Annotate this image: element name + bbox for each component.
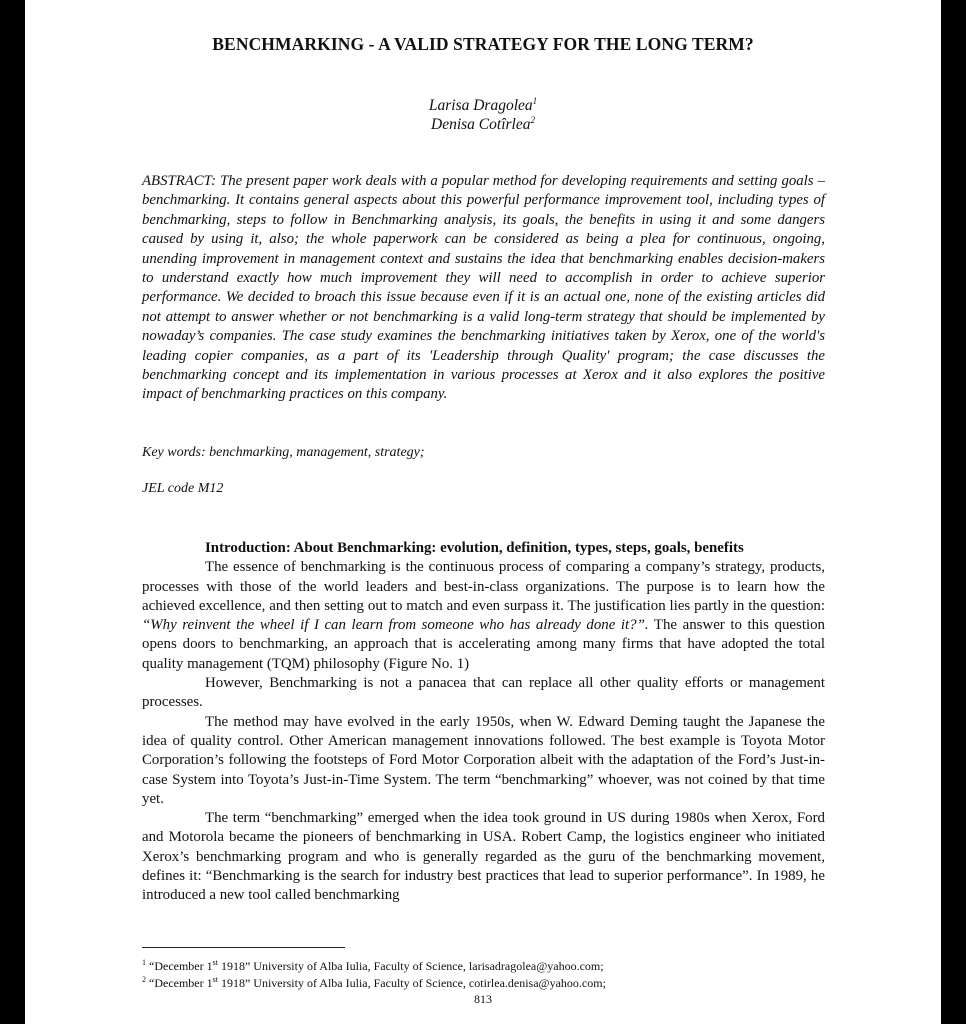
paper-title: BENCHMARKING - A VALID STRATEGY FOR THE LONG TERM? <box>212 34 754 54</box>
body-text <box>142 539 825 906</box>
author-1-name: Larisa Dragolea <box>428 97 533 115</box>
footnote-1 <box>142 958 825 974</box>
footnote-2-pre: “December 1 <box>149 976 213 990</box>
footnote-1-mark: 1 <box>142 958 146 967</box>
footnote-2-sup: st <box>212 975 218 984</box>
author-2-mark: 2 <box>530 115 535 125</box>
intro-heading: Introduction: About Benchmarking: evolution, definition, types, steps, goals, benefits <box>205 540 744 556</box>
paper-page <box>25 0 941 1024</box>
footnote-2 <box>142 975 825 991</box>
paragraph-1-part-b: The answer to this question opens doors to benchmarking, an approach that is accelerating among many firms that have adopted the total quality management (TQM) philosophy (Figure No. 1) <box>142 617 825 672</box>
author-2-name: Denisa Cotîrlea <box>431 116 531 134</box>
author-1 <box>25 96 941 115</box>
paragraph-1-quote: “Why reinvent the wheel if I can learn from someone who has already done it?”. <box>142 617 649 634</box>
paragraph-2: However, Benchmarking is not a panacea that can replace all other quality efforts or management processes. <box>142 675 825 711</box>
keywords: Key words: benchmarking, management, strategy; <box>142 445 425 460</box>
abstract: ABSTRACT: The present paper work deals with a popular method for developing requirements and setting goals – benchmarking. It contains general aspects about this powerful performance improvement tool, including types of benchmarking, steps to follow in Benchmarking analysis, its goals, the benefits in using it and some dangers caused by using it, also; the whole paperwork can be considered as being a plea for continuous, ongoing, unending improvement in management context and sustains the idea that benchmarking enables decision-makers to understand exactly how much improvement they will need to accomplish in order to achieve superior performance. We decided to broach this issue because even if it is an actual one, none of the existing articles did not attempt to answer whether or not benchmarking is a valid long-term strategy that should be implemented by nowaday’s companies. The case study examines the benchmarking initiatives taken by Xerox, one of the world's leading copier companies, as a part of its 'Leadership through Quality' program; the case discusses the benchmarking concept and its implementation in various processes at Xerox and it also explores the positive impact of benchmarking practices on this company. <box>142 173 825 403</box>
paragraph-3: The method may have evolved in the early 1950s, when W. Edward Deming taught the Japanese the idea of quality control. Other American management innovations followed. The best example is Toyota Motor Corporation’s following the footsteps of Ford Motor Corporation albeit with the adaptation of the Ford’s Just-in-case System into Toyota’s Just-in-Time System. The term “benchmarking” whoever, was not coined by that time yet. <box>142 713 825 807</box>
author-1-mark: 1 <box>532 96 538 106</box>
footnote-2-mark: 2 <box>142 975 146 984</box>
page-number: 813 <box>474 992 492 1006</box>
footnote-divider <box>142 947 345 948</box>
paragraph-1-part-a: The essence of benchmarking is the continuous process of comparing a company’s strategy, products, processes with those of the world leaders and best-in-class organizations. The purpose is to learn how the achieved excellence, and then setting out to match and even surpass it. The justification lies partly in the question: <box>142 559 825 614</box>
paragraph-1 <box>142 558 825 674</box>
footnote-1-post: 1918” University of Alba Iulia, Faculty of Science, larisadragolea@yahoo.com; <box>217 959 604 973</box>
author-2 <box>25 115 941 134</box>
footnote-2-post: 1918” University of Alba Iulia, Faculty of Science, cotirlea.denisa@yahoo.com; <box>217 976 606 990</box>
paragraph-4: The term “benchmarking” emerged when the idea took ground in US during 1980s when Xerox, Ford and Motorola became the pioneers of benchmarking in USA. Robert Camp, the logistics engineer who initiated Xerox’s benchmarking program and who is generally regarded as the guru of the benchmarking movement, defines it: “Benchmarking is the search for industry best practices that lead to superior performance”. In 1989, he introduced a new tool called benchmarking <box>142 810 825 904</box>
jel-code: JEL code M12 <box>142 481 224 496</box>
footnote-1-pre: “December 1 <box>149 959 213 973</box>
footnote-1-sup: st <box>212 958 218 967</box>
